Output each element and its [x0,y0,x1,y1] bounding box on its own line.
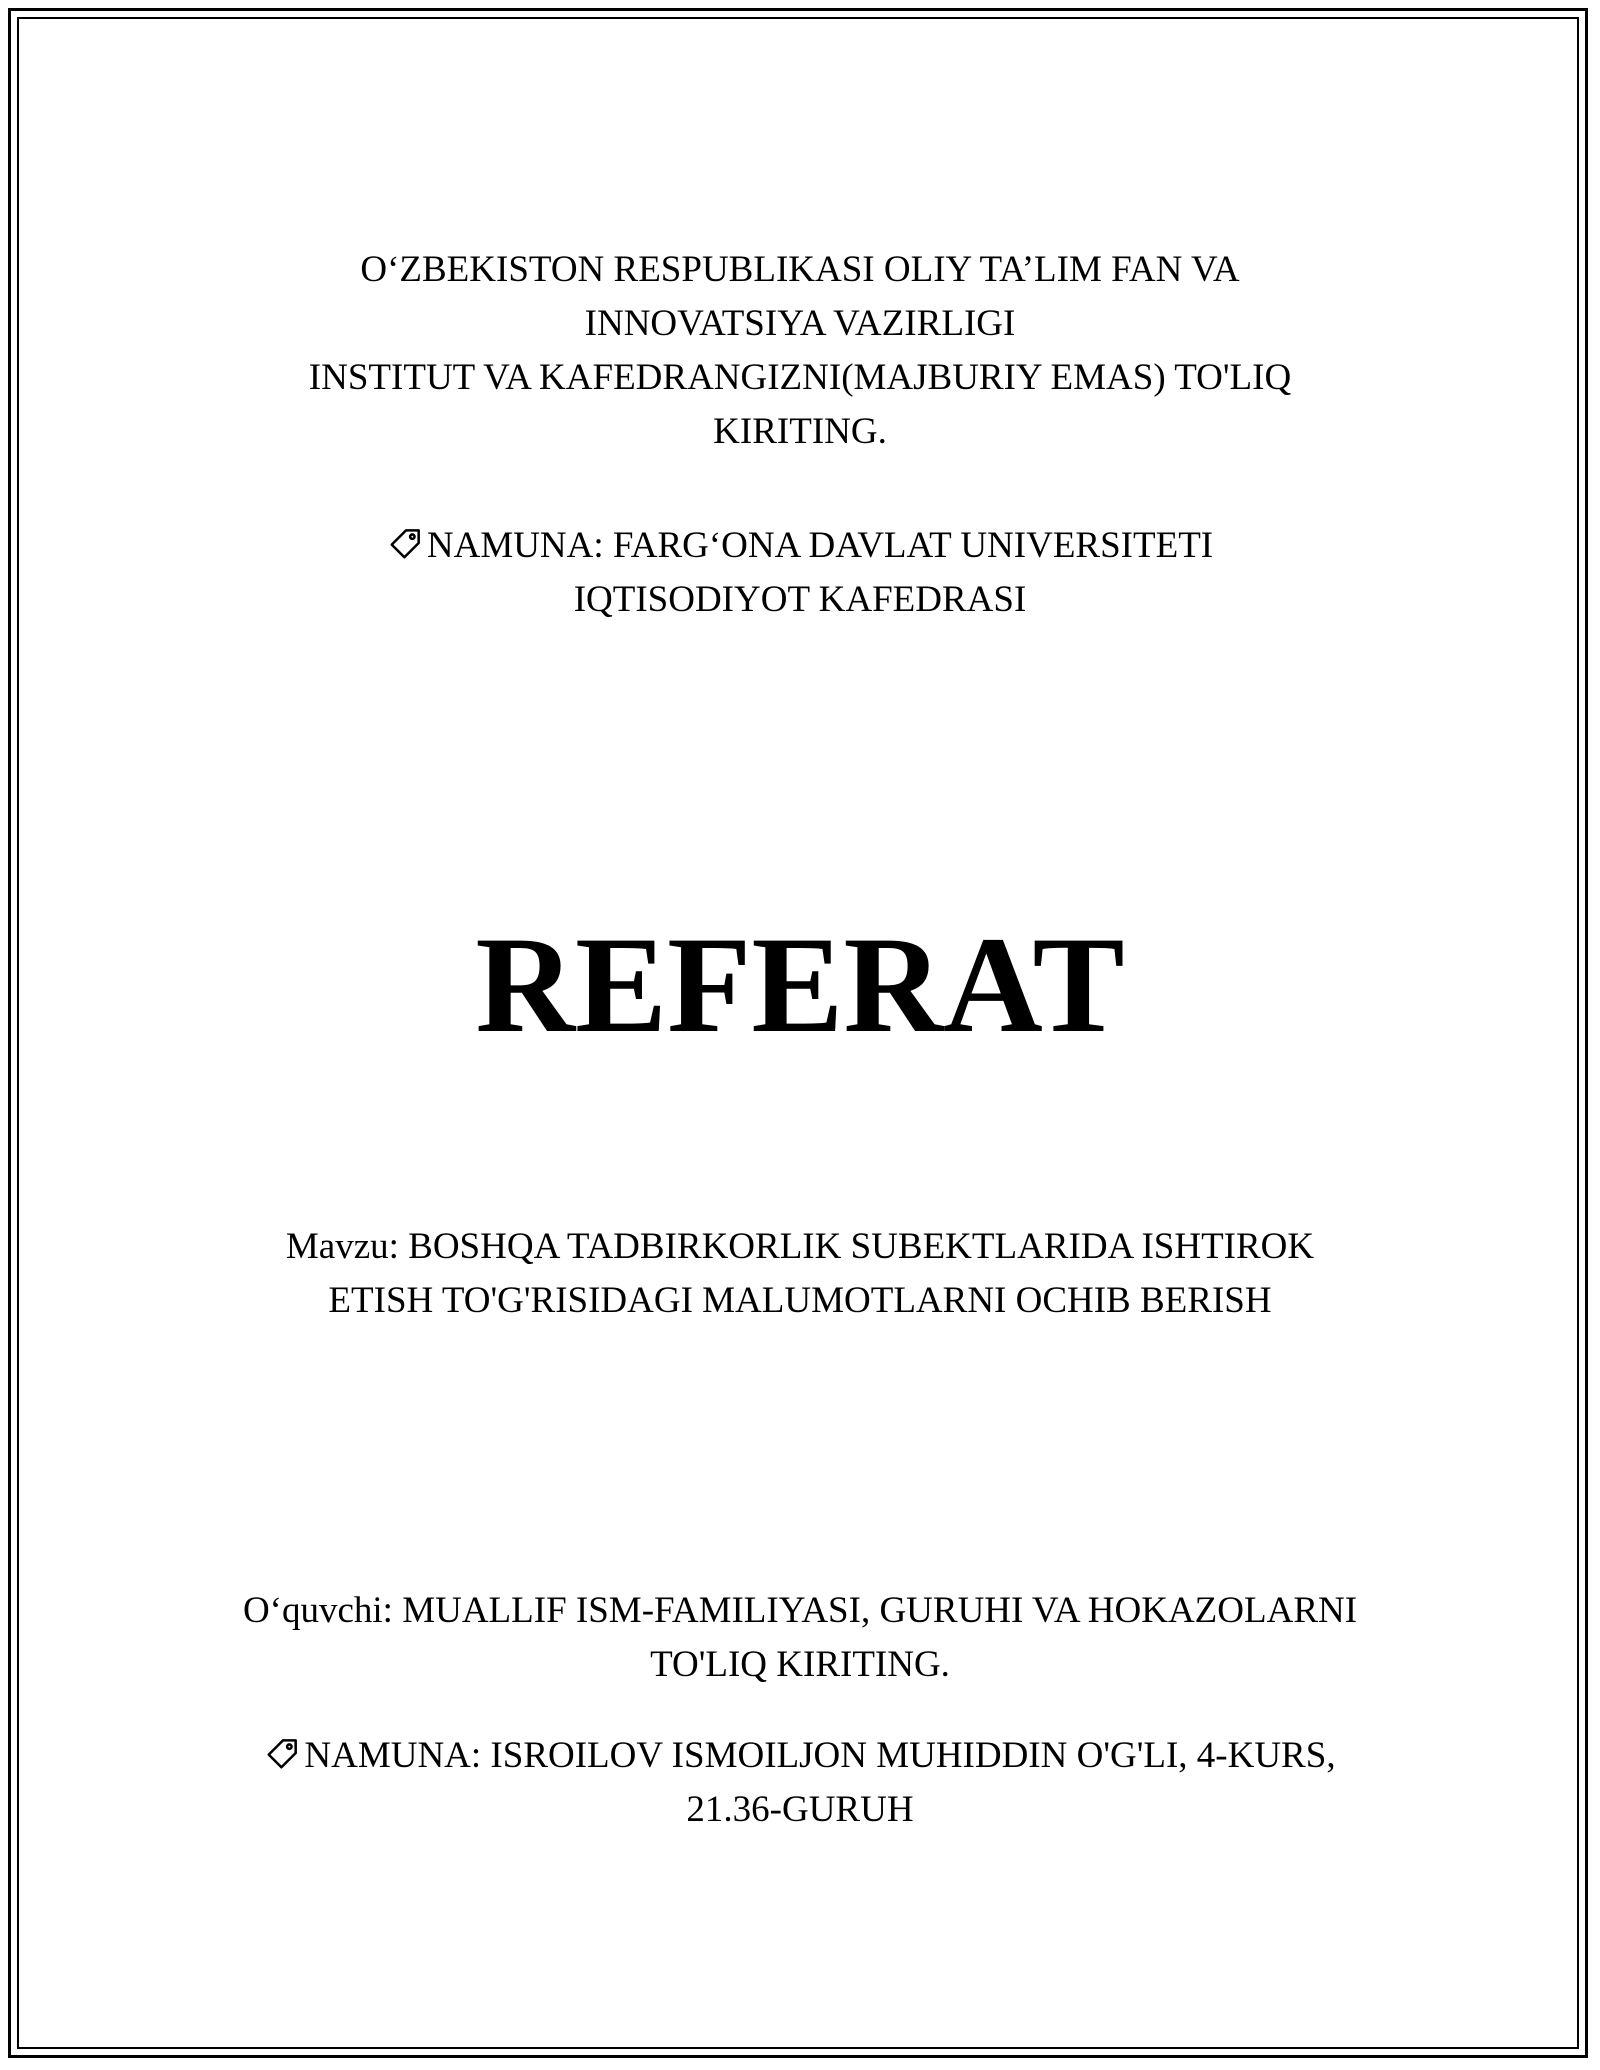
student-line: TO'LIQ KIRITING. [650,1644,950,1685]
sample-text: NAMUNA: ISROILOV ISMOILJON MUHIDDIN O'G'LI, 4-KURS, [304,1735,1336,1776]
document-title: REFERAT [475,908,1125,1061]
ministry-header [0,243,1600,459]
student-line: O‘quvchi: MUALLIF ISM-FAMILIYASI, GURUHI VA HOKAZOLARNI [242,1590,1358,1631]
header-line: O‘ZBEKISTON RESPUBLIKASI OLIY TA’LIM FAN VA [360,249,1240,290]
sample-line [0,1729,1600,1783]
header-line: KIRITING. [713,411,887,452]
tag-icon [264,1734,302,1772]
topic-line: ETISH TO'G'RISIDAGI MALUMOTLARNI OCHIB BERISH [328,1280,1272,1321]
student-block [0,1584,1600,1692]
topic-line: Mavzu: BOSHQA TADBIRKORLIK SUBEKTLARIDA ISHTIROK [285,1226,1315,1267]
sample-text: NAMUNA: FARG‘ONA DAVLAT UNIVERSITETI [426,525,1214,566]
sample-line: IQTISODIYOT KAFEDRASI [573,579,1027,620]
sample-line: 21.36-GURUH [686,1789,914,1830]
institute-sample [0,519,1600,627]
student-sample [0,1729,1600,1837]
sample-line [0,519,1600,573]
header-line: INSTITUT VA KAFEDRANGIZNI(MAJBURIY EMAS) TO'LIQ [308,357,1292,398]
topic-block [0,1220,1600,1328]
tag-icon [387,524,425,562]
header-line: INNOVATSIYA VAZIRLIGI [584,303,1016,344]
